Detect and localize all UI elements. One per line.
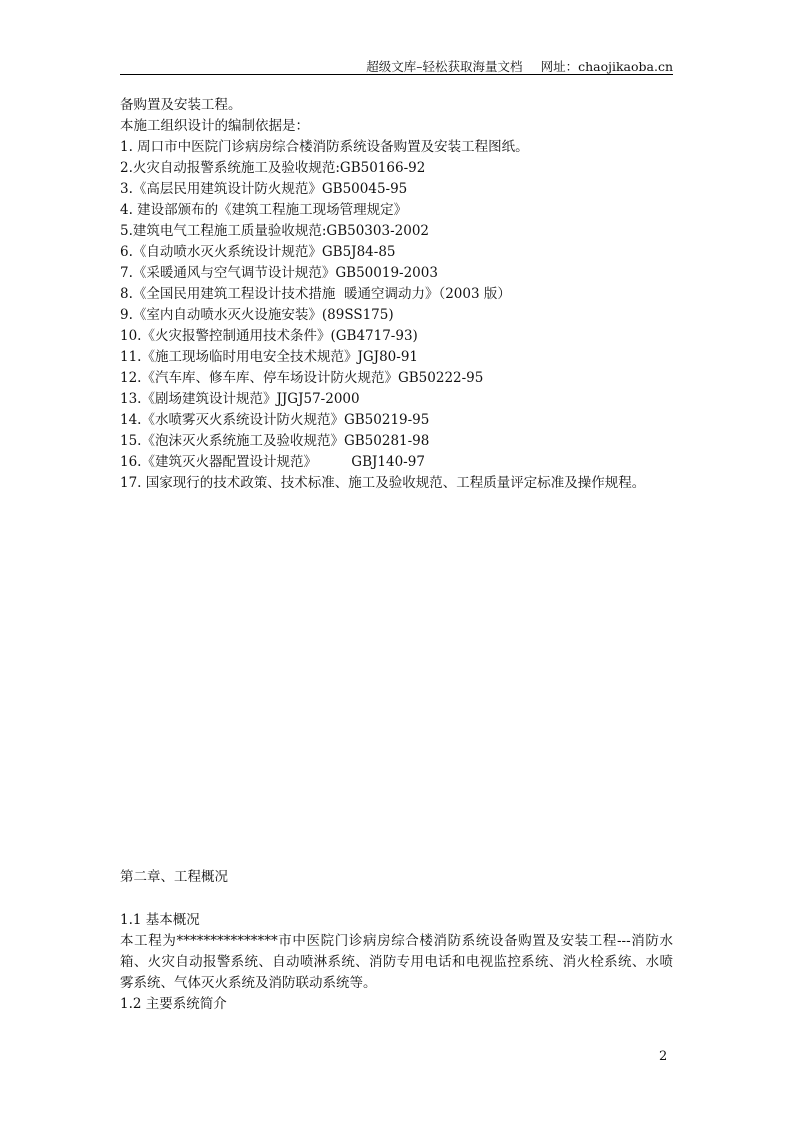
basis-item: 7.《采暖通风与空气调节设计规范》GB50019-2003 — [120, 265, 438, 281]
basis-item: 14.《水喷雾灭火系统设计防火规范》GB50219-95 — [120, 412, 430, 428]
basis-item: 10.《火灾报警控制通用技术条件》(GB4717-93) — [120, 328, 418, 344]
basis-item: 9.《室内自动喷水灭火设施安装》(89SS175) — [120, 307, 394, 323]
basis-item: 8.《全国民用建筑工程设计技术措施 暖通空调动力》（2003 版） — [120, 286, 511, 302]
page-header — [366, 57, 673, 75]
header-url: 网址：chaojikaoba.cn — [540, 59, 673, 74]
intro-line: 本施工组织设计的编制依据是： — [120, 118, 309, 134]
basis-item: 6.《自动喷水灭火系统设计规范》GB5J84-85 — [120, 244, 396, 260]
chapter-heading: 第二章、工程概况 — [120, 869, 228, 885]
section-heading: 1.2 主要系统简介 — [120, 996, 227, 1012]
basis-item: 2.火灾自动报警系统施工及验收规范:GB50166-92 — [120, 160, 426, 176]
header-site: 超级文库–轻松获取海量文档 — [366, 59, 523, 74]
page-number: 2 — [659, 1049, 668, 1064]
basis-item: 3.《高层民用建筑设计防火规范》GB50045-95 — [120, 181, 408, 197]
paragraph-line: 箱、火灾自动报警系统、自动喷淋系统、消防专用电话和电视监控系统、消火栓系统、水喷 — [120, 954, 673, 970]
basis-item: 11.《施工现场临时用电安全技术规范》JGJ80-91 — [120, 349, 418, 365]
basis-item: 17. 国家现行的技术政策、技术标准、施工及验收规范、工程质量评定标准及操作规程。 — [120, 475, 646, 491]
basis-item: 16.《建筑灭火器配置设计规范》 GBJ140-97 — [120, 454, 425, 470]
basis-item: 12.《汽车库、修车库、停车场设计防火规范》GB50222-95 — [120, 370, 484, 386]
intro-line: 备购置及安装工程。 — [120, 97, 242, 113]
section-heading: 1.1 基本概况 — [120, 912, 200, 928]
header-rule — [120, 74, 673, 75]
basis-item: 4. 建设部颁布的《建筑工程施工现场管理规定》 — [120, 202, 408, 218]
basis-item: 15.《泡沫灭火系统施工及验收规范》GB50281-98 — [120, 433, 430, 449]
paragraph-line: 雾系统、气体灭火系统及消防联动系统等。 — [120, 975, 377, 991]
paragraph-line: 本工程为***************市中医院门诊病房综合楼消防系统设备购置及安装工程---消防水 — [120, 933, 673, 949]
basis-item: 1. 周口市中医院门诊病房综合楼消防系统设备购置及安装工程图纸。 — [120, 139, 529, 155]
basis-item: 13.《剧场建筑设计规范》JJGJ57-2000 — [120, 391, 360, 407]
basis-item: 5.建筑电气工程施工质量验收规范:GB50303-2002 — [120, 223, 429, 239]
